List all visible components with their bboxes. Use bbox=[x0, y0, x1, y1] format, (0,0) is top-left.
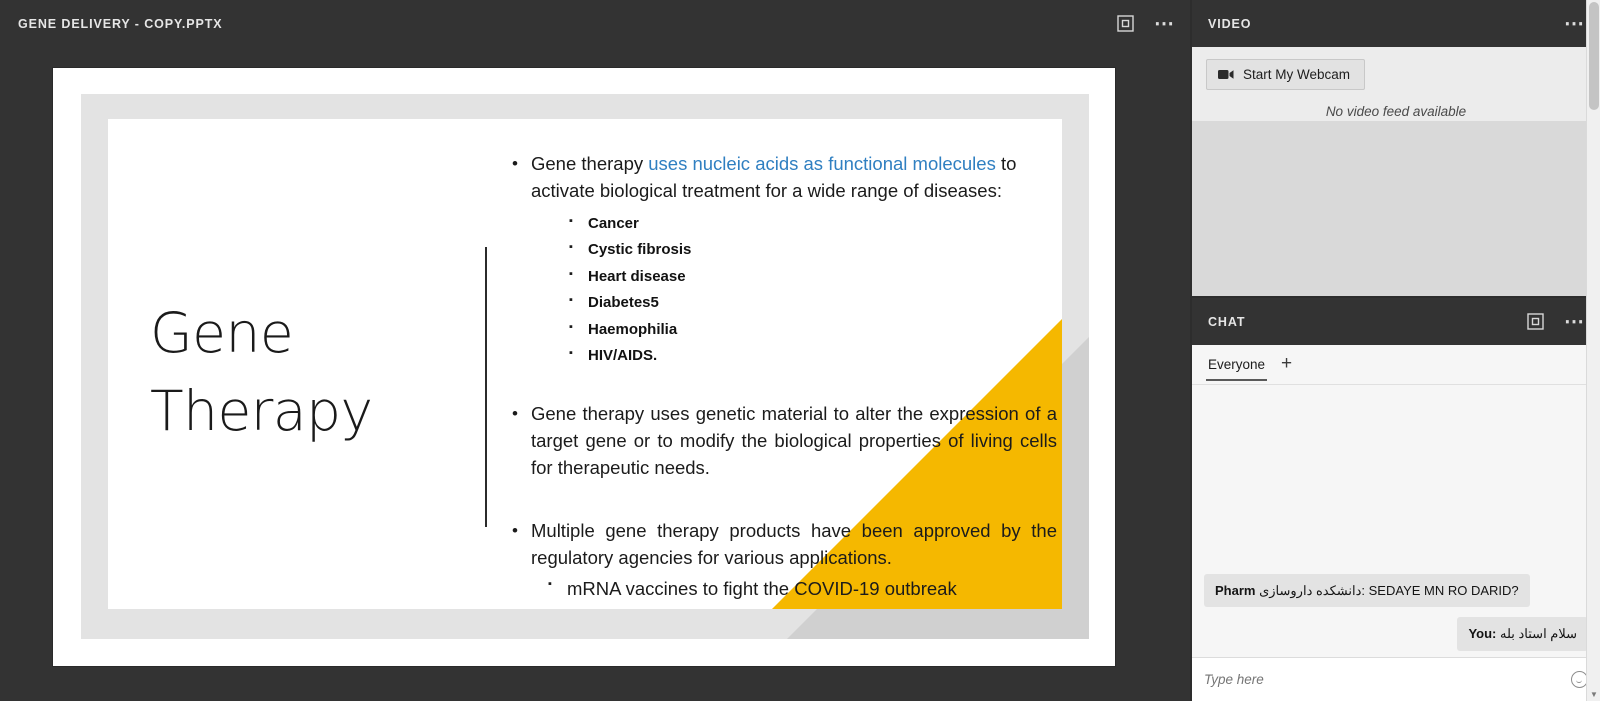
square-marker: ▪ bbox=[569, 320, 573, 333]
list-item bbox=[569, 290, 1057, 317]
slide-body bbox=[512, 151, 1057, 603]
video-header-actions bbox=[1564, 12, 1586, 35]
chat-message-text: دانشکده داروسازی: SEDAYE MN RO DARID? bbox=[1255, 582, 1519, 598]
fullscreen-icon[interactable] bbox=[1112, 11, 1138, 37]
video-pod-header bbox=[1192, 0, 1600, 47]
webcam-bar bbox=[1192, 47, 1600, 100]
slide-title bbox=[150, 294, 460, 450]
fullscreen-icon[interactable] bbox=[1522, 309, 1548, 335]
square-marker: ▪ bbox=[569, 347, 573, 360]
video-pod-body bbox=[1192, 47, 1600, 296]
tab-everyone[interactable]: Everyone bbox=[1206, 348, 1267, 381]
chat-pod bbox=[1192, 298, 1600, 701]
bullet-3-text: Multiple gene therapy products have been approved by the regulatory agencies for various applications. bbox=[531, 520, 1057, 569]
more-options-icon[interactable]: ⋯ bbox=[1564, 310, 1586, 333]
scrollbar-thumb[interactable] bbox=[1589, 2, 1599, 110]
square-marker: ▪ bbox=[548, 577, 552, 590]
spacer bbox=[512, 370, 1057, 401]
chat-header-actions bbox=[1522, 309, 1586, 335]
list-item bbox=[569, 211, 1057, 238]
share-pod-title: GENE DELIVERY - COPY.PPTX bbox=[18, 16, 223, 31]
disease-label: Cystic fibrosis bbox=[588, 241, 692, 259]
chat-message-list bbox=[1192, 385, 1600, 657]
chat-tab-bar bbox=[1192, 345, 1600, 385]
chat-message-sender: You: bbox=[1468, 626, 1497, 642]
disease-label: HIV/AIDS. bbox=[588, 347, 658, 365]
video-empty-area bbox=[1192, 121, 1600, 296]
bullet-1-pre: Gene therapy bbox=[531, 153, 649, 174]
more-options-icon[interactable]: ⋯ bbox=[1564, 12, 1586, 35]
start-my-webcam-label: Start My Webcam bbox=[1243, 67, 1351, 82]
chat-message-sender: Pharm bbox=[1215, 582, 1256, 598]
disease-label: Heart disease bbox=[588, 267, 686, 285]
chat-pod-title: CHAT bbox=[1208, 314, 1246, 329]
chat-message bbox=[1204, 574, 1530, 608]
start-my-webcam-button[interactable] bbox=[1206, 59, 1365, 90]
spacer bbox=[512, 481, 1057, 518]
right-pods-column bbox=[1190, 0, 1600, 701]
square-marker: ▪ bbox=[569, 267, 573, 280]
list-item bbox=[569, 264, 1057, 291]
disease-label: Cancer bbox=[588, 214, 639, 232]
bullet-marker: • bbox=[512, 403, 518, 423]
window-scrollbar[interactable] bbox=[1586, 0, 1600, 701]
disease-label: Haemophilia bbox=[588, 320, 678, 338]
bullet-2-text: Gene therapy uses genetic material to alter the expression of a target gene or to modify the biological properties of living cells for therapeutic needs. bbox=[531, 402, 1057, 478]
square-marker: ▪ bbox=[569, 294, 573, 307]
chat-input[interactable] bbox=[1204, 672, 1571, 687]
bullet-1-highlight: uses nucleic acids as functional molecules bbox=[648, 153, 996, 174]
vertical-divider bbox=[485, 247, 487, 527]
list-item bbox=[569, 317, 1057, 344]
camera-icon bbox=[1218, 69, 1234, 80]
chat-message bbox=[1457, 617, 1588, 651]
disease-label: Diabetes5 bbox=[588, 294, 659, 312]
list-item bbox=[548, 576, 1057, 603]
slide-content-area bbox=[108, 119, 1062, 609]
share-header-actions bbox=[1112, 11, 1176, 37]
bullet-1-post: to activate biological treatment for a wide range of diseases: bbox=[531, 153, 1017, 201]
bullet-1-text bbox=[531, 151, 1057, 205]
list-item bbox=[569, 343, 1057, 370]
slide-title-line-1: Gene bbox=[150, 301, 294, 365]
share-pod-header bbox=[0, 0, 1190, 47]
more-options-icon[interactable]: ⋯ bbox=[1154, 12, 1176, 35]
no-video-feed-text: No video feed available bbox=[1325, 104, 1467, 119]
list-item bbox=[569, 237, 1057, 264]
slide-bullet-1 bbox=[512, 151, 1057, 205]
slide-canvas[interactable] bbox=[53, 68, 1115, 666]
chat-input-bar bbox=[1192, 657, 1600, 701]
square-marker: ▪ bbox=[569, 241, 573, 254]
bullet-marker: • bbox=[512, 154, 518, 173]
chat-pod-header bbox=[1192, 298, 1600, 345]
slide-title-line-2: Therapy bbox=[150, 379, 373, 444]
video-pod bbox=[1192, 0, 1600, 298]
disease-list bbox=[569, 211, 1057, 370]
slide-frame bbox=[81, 94, 1089, 639]
video-pod-title: VIDEO bbox=[1208, 16, 1252, 31]
slide-bullet-2 bbox=[512, 401, 1057, 481]
bullet-3-sub-text: mRNA vaccines to fight the COVID-19 outbreak bbox=[567, 577, 957, 599]
bullet-marker: • bbox=[512, 521, 518, 541]
bullet-3-sublist bbox=[548, 576, 1057, 603]
slide-bullet-3 bbox=[512, 518, 1057, 572]
add-chat-tab-icon[interactable]: + bbox=[1281, 353, 1293, 374]
square-marker: ▪ bbox=[569, 214, 573, 227]
share-stage bbox=[0, 47, 1190, 701]
scroll-down-icon[interactable]: ▼ bbox=[1590, 689, 1598, 699]
chat-message-text: سلام استاد بله bbox=[1496, 626, 1577, 642]
